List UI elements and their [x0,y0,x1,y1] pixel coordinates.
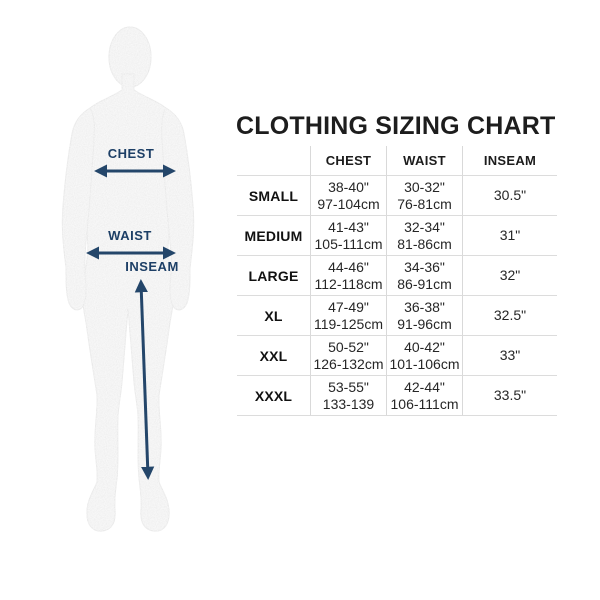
waist-inches: 32-34" [404,218,445,235]
sizing-table [237,146,557,416]
waist-value-xxxl [387,376,463,416]
waist-value-xl [387,296,463,336]
size-label-large: LARGE [237,256,311,296]
waist-cm: 81-86cm [397,235,452,252]
body-measurement-figure [50,10,215,550]
waist-value-xxl [387,336,463,376]
size-label-xxxl: XXXL [237,376,311,416]
chest-cm: 112-118cm [314,275,383,292]
waist-cm: 106-111cm [390,395,459,412]
page-title: CLOTHING SIZING CHART [236,112,556,140]
waist-inches: 34-36" [404,258,445,275]
chest-inches: 50-52" [328,338,369,355]
size-label-small: SMALL [237,176,311,216]
inseam-value-xl: 32.5" [463,296,557,336]
inseam-measurement-label: INSEAM [125,259,179,274]
waist-cm: 101-106cm [389,355,460,372]
chest-cm: 133-139 [322,395,375,412]
chest-measurement-label: CHEST [107,146,155,161]
inseam-value-xxl: 33" [463,336,557,376]
waist-value-large [387,256,463,296]
waist-cm: 86-91cm [397,275,452,292]
waist-value-small [387,176,463,216]
inseam-value-small: 30.5" [463,176,557,216]
column-header-inseam: INSEAM [463,146,557,176]
waist-measurement-label: WAIST [108,228,152,243]
chest-cm: 105-111cm [314,235,383,252]
inseam-value-large: 32" [463,256,557,296]
chest-value-xxxl [311,376,387,416]
chest-cm: 97-104cm [317,195,380,212]
body-silhouette-graphic [50,10,215,550]
table-corner-cell [237,146,311,176]
waist-inches: 42-44" [404,378,445,395]
size-label-xl: XL [237,296,311,336]
chest-cm: 126-132cm [313,355,384,372]
inseam-value-xxxl: 33.5" [463,376,557,416]
column-header-chest: CHEST [311,146,387,176]
size-label-medium: MEDIUM [237,216,311,256]
waist-inches: 36-38" [404,298,445,315]
waist-cm: 91-96cm [397,315,452,332]
chest-value-xxl [311,336,387,376]
chest-value-medium [311,216,387,256]
column-header-waist: WAIST [387,146,463,176]
chest-value-small [311,176,387,216]
human-body-silhouette [62,27,193,531]
chest-cm: 119-125cm [313,315,383,332]
waist-inches: 30-32" [404,178,445,195]
inseam-value-medium: 31" [463,216,557,256]
waist-value-medium [387,216,463,256]
size-label-xxl: XXL [237,336,311,376]
waist-cm: 76-81cm [397,195,452,212]
chest-inches: 47-49" [328,298,369,315]
chest-value-large [311,256,387,296]
waist-inches: 40-42" [404,338,445,355]
chest-inches: 44-46" [328,258,369,275]
chest-inches: 41-43" [328,218,369,235]
chest-inches: 38-40" [328,178,369,195]
chest-inches: 53-55" [328,378,369,395]
chest-value-xl [311,296,387,336]
